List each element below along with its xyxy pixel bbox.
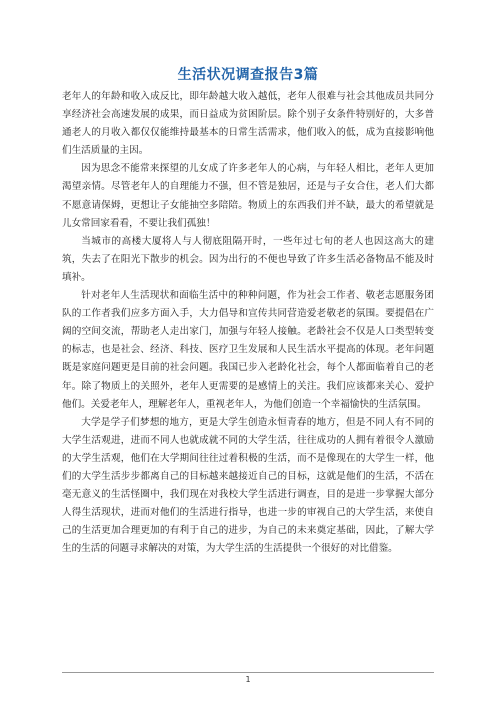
paragraph-2: 因为思念不能常来探望的儿女成了许多老年人的心病，与年轻人相比，老年人更加渴望亲情。尽管老年人的自理能力不强，但不管是独居，还是与子女合住，老人们大都不愿意请保姆，更想让子女能抽空多陪陪。物质上的东西我们并不缺，最大的希望就是儿女常回家看看，不要让我们孤独！	[62, 163, 434, 229]
paragraph-4: 针对老年人生活现状和面临生活中的种种问题，作为社会工作者、敬老志愿服务团队的工作者我们应多方面入手，大力倡导和宣传共同营造爱老敬老的氛围。要提倡在广阔的空间交流，帮助老人走出家门，加强与年轻人接触。老龄社会不仅是人口类型转变的标志，也是社会、经济、科技、医疗卫生发展和人民生活水平提高的体现。老年问题既是家庭问题更是目前的社会问题。我国已步入老龄化社会，每个人都面临着自己的老年。除了物质上的关照外，老年人更需要的是感情上的关注。我们应该都来关心、爱护他们。关爱老年人，理解老年人，重视老年人，为他们创造一个幸福愉快的生活氛围。	[62, 290, 434, 410]
footer-divider	[62, 672, 434, 673]
document-title: 生活状况调查报告3篇	[177, 67, 319, 83]
paragraph-1: 老年人的年龄和收入成反比，即年龄越大收入越低，老年人很难与社会其他成员共同分享经济社会高速发展的成果，而日益成为贫困阶层。除个别子女条件特别好的，大多普通老人的月收入都仅仅能维持最基本的日常生活需求，他们收入的低，成为直接影响他们生活质量的主因。	[62, 91, 434, 157]
page-number: 1	[245, 675, 251, 684]
paragraph-5: 大学是学子们梦想的地方，更是大学生创造永恒青春的地方，但是不同人有不同的大学生活观进，进而不同人也就成就不同的大学生活，往往成功的人拥有着很令人激励的大学生活观，他们在大学期间往往过着积极的生活，而不是像现在的大学生一样，他们的大学生活步步都离自己的目标越来越接近自己的目标，这就是他们的生活，不活在毫无意义的生活怪圈中，我们现在对我校大学生活进行调查，目的是进一步掌握大部分人得生活现状，进而对他们的生活进行指导，也进一步的审视自己的大学生活，来使自己的生活更加合理更加的有利于自己的进步，为自己的未来奠定基础，因此，了解大学生的生活的问题寻求解决的对策，为大学生活的生活提供一个很好的对比借鉴。	[62, 416, 434, 555]
document-body	[62, 88, 434, 558]
paragraph-3: 当城市的高楼大厦将人与人彻底阻隔开时，一些年过七旬的老人也因这高大的建筑，失去了在阳光下散步的机会。因为出行的不便也导致了许多生活必备物品不能及时填补。	[62, 235, 434, 283]
